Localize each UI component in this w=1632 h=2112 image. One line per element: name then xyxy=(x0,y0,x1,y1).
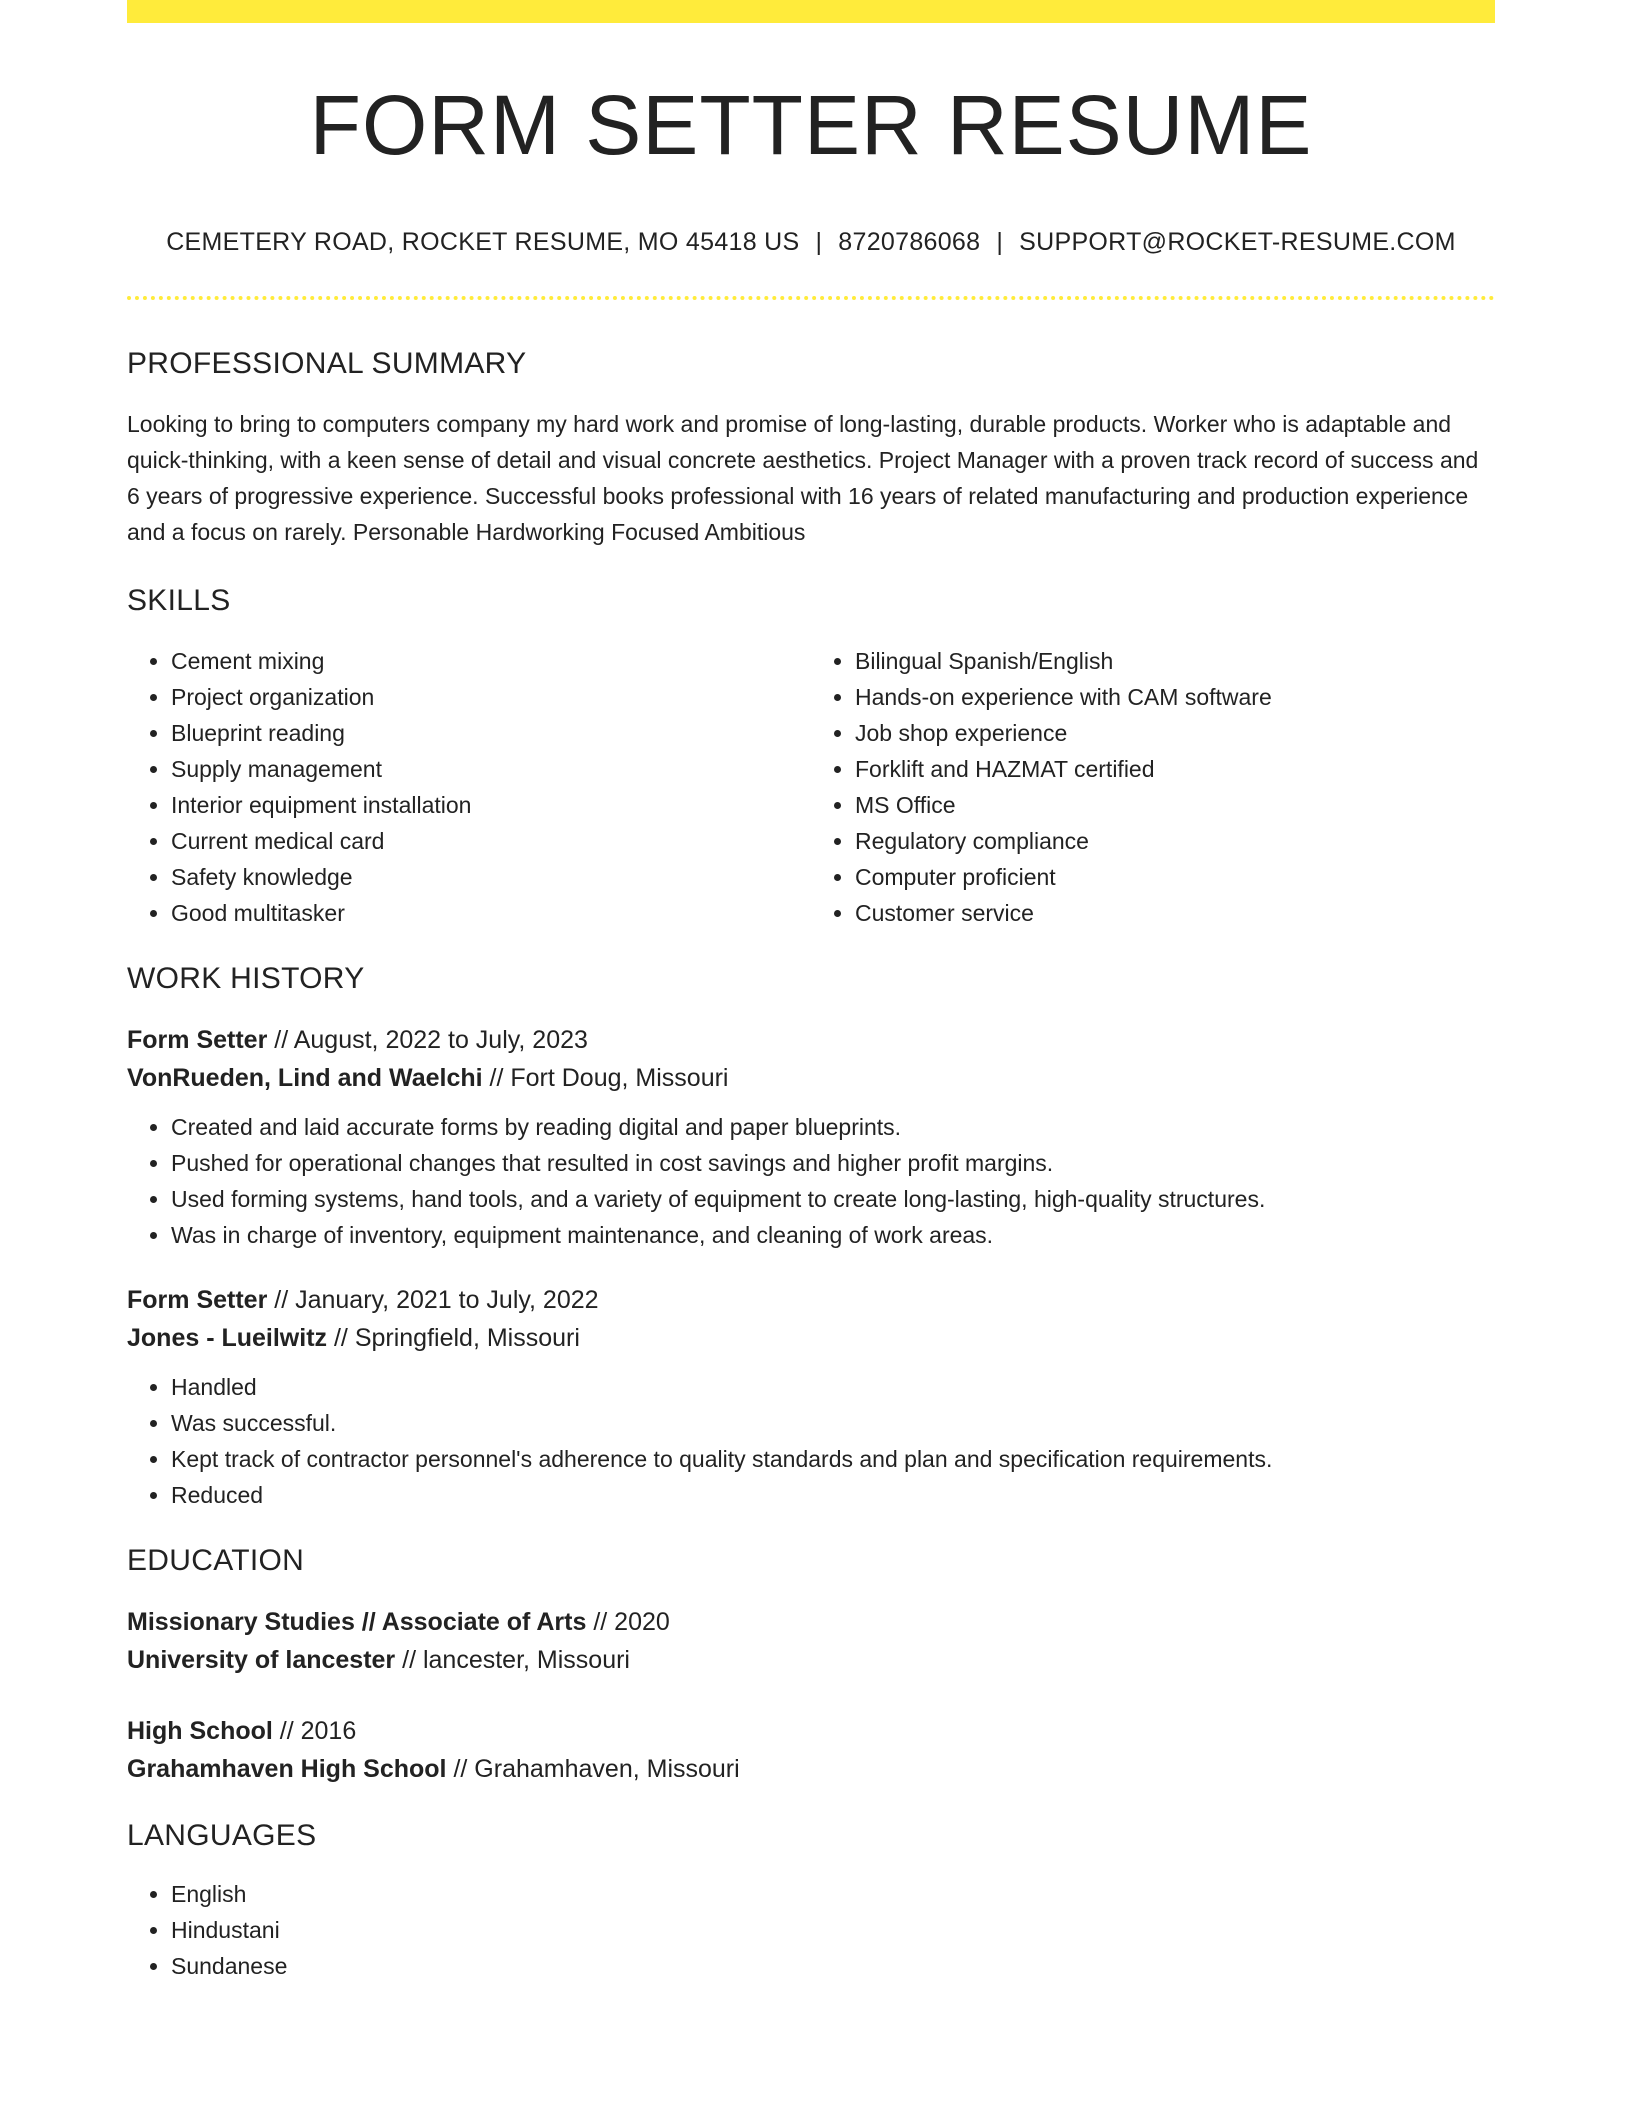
education-year: // 2020 xyxy=(586,1608,670,1636)
skill-item: • Good multitasker xyxy=(171,895,811,931)
job-company-line xyxy=(127,1059,1495,1097)
skill-item: • Hands-on experience with CAM software xyxy=(855,679,1495,715)
job-company: Jones - Lueilwitz xyxy=(127,1324,328,1352)
contact-separator: | xyxy=(815,228,823,256)
skill-item: • Supply management xyxy=(171,751,811,787)
job-bullet: • Was in charge of inventory, equipment maintenance, and cleaning of work areas. xyxy=(171,1217,1495,1253)
education-degree-line xyxy=(127,1712,1495,1750)
education-school-line xyxy=(127,1750,1495,1788)
skill-item: • MS Office xyxy=(855,787,1495,823)
work-history-heading: WORK HISTORY xyxy=(127,962,365,995)
skills-column-left xyxy=(127,643,811,931)
job-entry xyxy=(127,1281,1495,1513)
skills-grid xyxy=(127,643,1495,931)
skill-item: • Computer proficient xyxy=(855,859,1495,895)
skills-list-right xyxy=(811,643,1495,931)
skill-item: • Project organization xyxy=(171,679,811,715)
skills-list-left xyxy=(127,643,811,931)
education-location: // lancester, Missouri xyxy=(395,1646,630,1674)
skill-item: • Job shop experience xyxy=(855,715,1495,751)
contact-line xyxy=(127,227,1495,257)
education-entry xyxy=(127,1603,1495,1679)
skill-item: • Interior equipment installation xyxy=(171,787,811,823)
language-item: • Hindustani xyxy=(171,1912,1495,1948)
job-bullets xyxy=(127,1369,1495,1513)
education-degree: Missionary Studies // Associate of Arts xyxy=(127,1608,587,1636)
skill-item: • Safety knowledge xyxy=(171,859,811,895)
job-bullets xyxy=(127,1109,1495,1253)
job-bullet: • Kept track of contractor personnel's adherence to quality standards and plan and specification requirements. xyxy=(171,1441,1495,1477)
job-bullet: • Pushed for operational changes that resulted in cost savings and higher profit margins. xyxy=(171,1145,1495,1181)
skill-item: • Blueprint reading xyxy=(171,715,811,751)
job-bullet: • Created and laid accurate forms by reading digital and paper blueprints. xyxy=(171,1109,1495,1145)
language-item: • Sundanese xyxy=(171,1948,1495,1984)
skills-column-right xyxy=(811,643,1495,931)
languages-heading: LANGUAGES xyxy=(127,1819,317,1852)
summary-heading: PROFESSIONAL SUMMARY xyxy=(127,347,527,380)
education-degree: High School xyxy=(127,1717,273,1745)
top-accent-bar xyxy=(127,0,1495,23)
skill-item: • Forklift and HAZMAT certified xyxy=(855,751,1495,787)
education-heading: EDUCATION xyxy=(127,1544,305,1577)
skill-item: • Regulatory compliance xyxy=(855,823,1495,859)
job-bullet: • Used forming systems, hand tools, and a variety of equipment to create long-lasting, high-quality structures. xyxy=(171,1181,1495,1217)
education-school: University of lancester xyxy=(127,1646,396,1674)
job-title: Form Setter xyxy=(127,1286,268,1314)
job-title: Form Setter xyxy=(127,1026,268,1054)
resume-page xyxy=(127,0,1495,1984)
job-company-line xyxy=(127,1319,1495,1357)
job-title-line xyxy=(127,1281,1495,1319)
job-bullet: • Reduced xyxy=(171,1477,1495,1513)
education-year: // 2016 xyxy=(272,1717,357,1745)
job-company: VonRueden, Lind and Waelchi xyxy=(127,1064,483,1092)
skills-heading: SKILLS xyxy=(127,584,231,617)
contact-address: CEMETERY ROAD, ROCKET RESUME, MO 45418 US xyxy=(166,228,800,256)
job-entry xyxy=(127,1021,1495,1253)
education-location: // Grahamhaven, Missouri xyxy=(446,1755,740,1783)
job-dates: // August, 2022 to July, 2023 xyxy=(267,1026,588,1054)
education-degree-line xyxy=(127,1603,1495,1641)
job-location: // Fort Doug, Missouri xyxy=(482,1064,729,1092)
education-school-line xyxy=(127,1641,1495,1679)
job-bullet: • Handled xyxy=(171,1369,1495,1405)
dotted-divider xyxy=(127,296,1495,300)
resume-title: FORM SETTER RESUME xyxy=(309,78,1313,172)
skill-item: • Bilingual Spanish/English xyxy=(855,643,1495,679)
education-school: Grahamhaven High School xyxy=(127,1755,447,1783)
languages-list xyxy=(127,1876,1495,1984)
language-item: • English xyxy=(171,1876,1495,1912)
summary-text: Looking to bring to computers company my hard work and promise of long-lasting, durable products. Worker who is adaptable and quick-thinking, with a keen sense of detail and visual concrete aesthetics. Project Manager with a proven track record of success and 6 years of progressive experience. Successful books professional with 16 years of related manufacturing and production experience and a focus on rarely. Personable Hardworking Focused Ambitious xyxy=(127,411,1479,545)
skill-item: • Customer service xyxy=(855,895,1495,931)
job-title-line xyxy=(127,1021,1495,1059)
job-dates: // January, 2021 to July, 2022 xyxy=(267,1286,599,1314)
job-location: // Springfield, Missouri xyxy=(327,1324,580,1352)
contact-email: SUPPORT@ROCKET-RESUME.COM xyxy=(1019,228,1456,256)
contact-phone: 8720786068 xyxy=(838,228,981,256)
contact-separator: | xyxy=(996,228,1004,256)
job-bullet: • Was successful. xyxy=(171,1405,1495,1441)
education-entry xyxy=(127,1712,1495,1788)
skill-item: • Current medical card xyxy=(171,823,811,859)
skill-item: • Cement mixing xyxy=(171,643,811,679)
